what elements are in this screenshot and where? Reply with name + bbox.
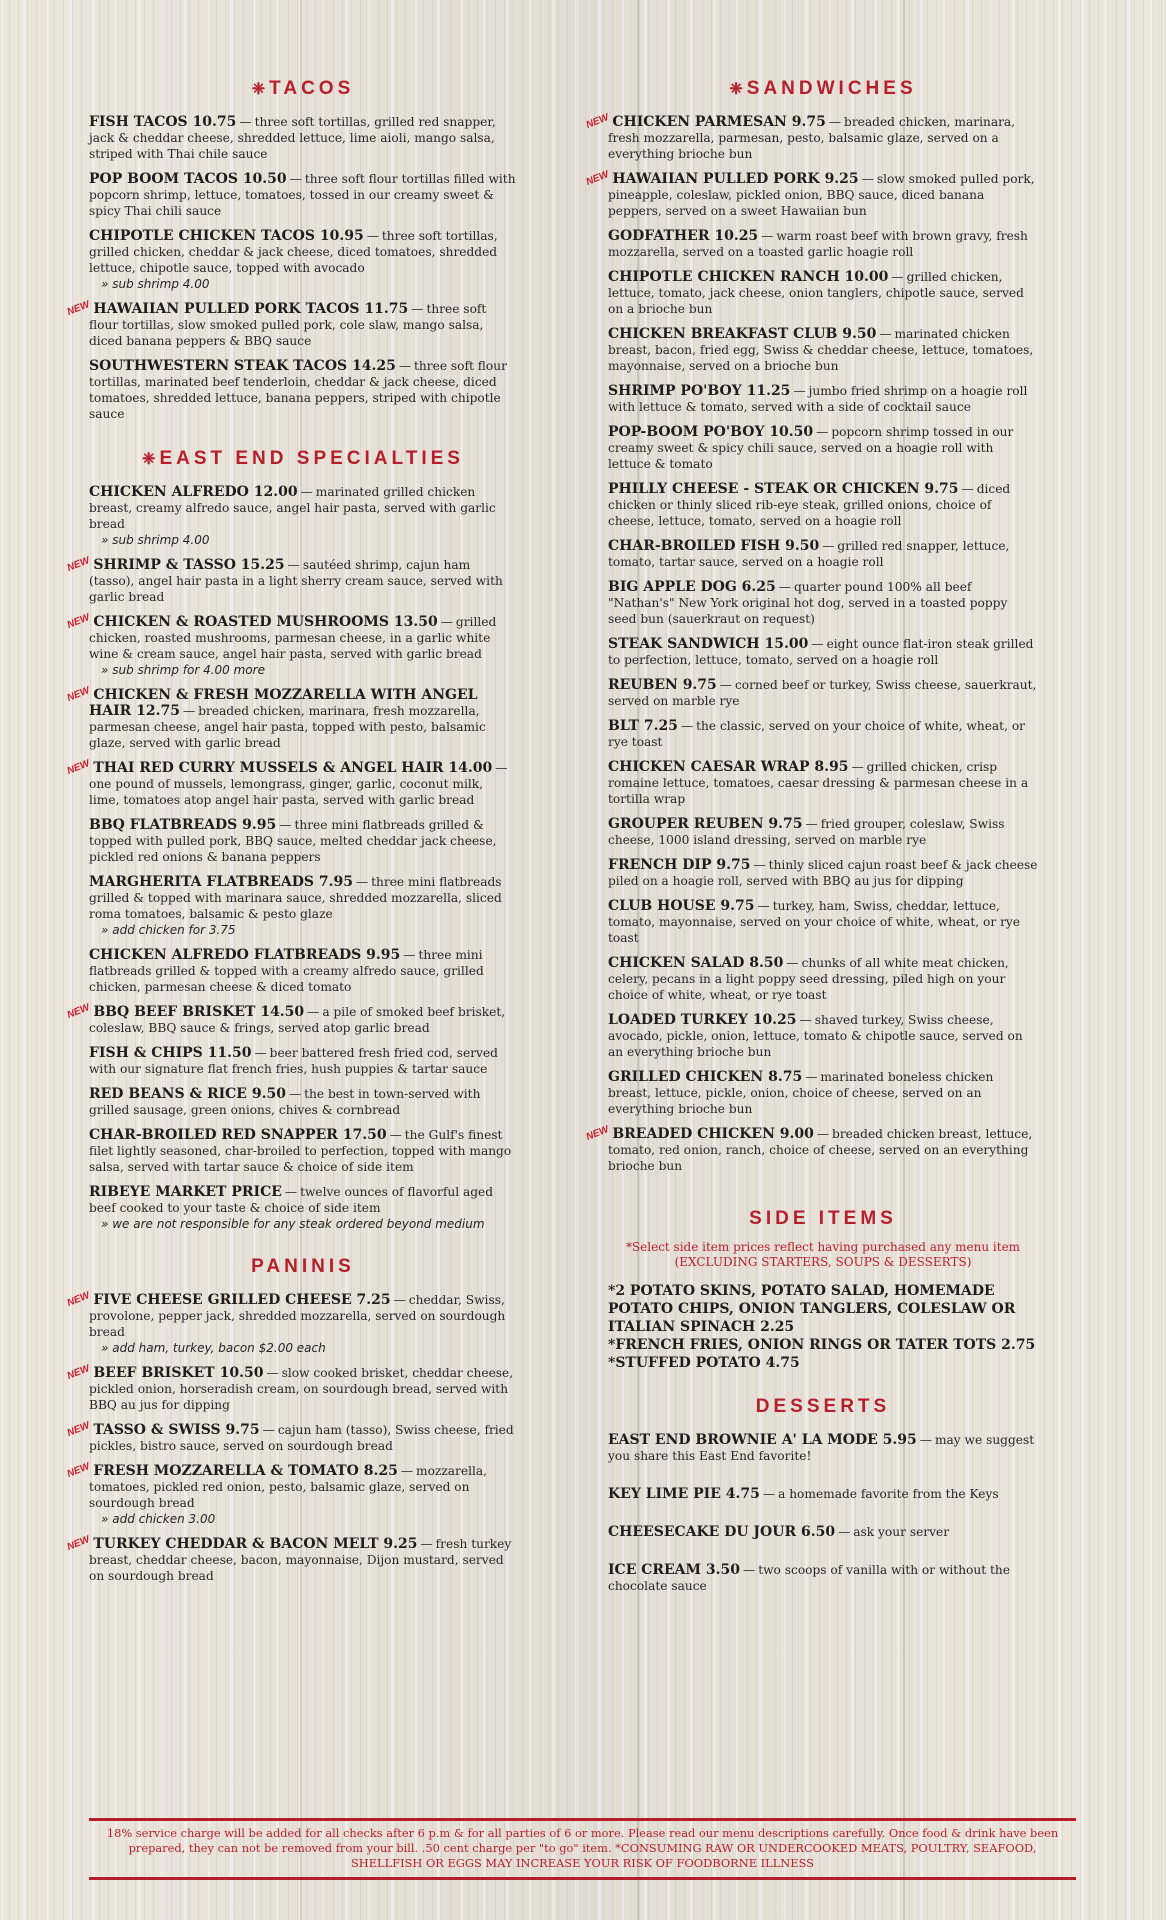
menu-item-description: grilled chicken, crisp romaine lettuce, tomatoes, caesar dressing & parmesan cheese in a tortilla wrap <box>608 760 1029 806</box>
desserts-section <box>608 1396 1038 1594</box>
menu-item-description: fried grouper, coleslaw, Swiss cheese, 1000 island dressing, served on marble rye <box>608 817 1005 847</box>
menu-item-name: HAWAIIAN PULLED PORK TACOS 11.75 <box>93 301 409 317</box>
section-title-tacos <box>89 78 517 100</box>
specialties-title-text: EAST END SPECIALTIES <box>159 448 464 469</box>
menu-item-description: slow cooked brisket, cheddar cheese, pickled onion, horseradish cream, on sourdough bread, served with BBQ au jus for dipping <box>89 1366 514 1412</box>
footer-text: 18% service charge will be added for all checks after 6 p.m & for all parties of 6 or more. Please read our menu descriptions carefully. Once food & drink have been prepared, they can not be removed from your bill. .50 cent charge per "to go" item. *CONSUMING RAW OR UNDERCOOKED MEATS, POULTRY, SEAFOOD, SHELLFISH OR EGGS MAY INCREASE YOUR RISK OF FOODBORNE ILLNESS <box>106 1826 1059 1870</box>
menu-item <box>608 857 1038 889</box>
dash-separator: — <box>762 1487 776 1501</box>
menu-item-name: KEY LIME PIE 4.75 <box>608 1486 760 1502</box>
menu-item <box>608 816 1038 848</box>
menu-item-description: the Gulf's finest filet lightly seasoned, char-broiled to perfection, topped with mango salsa, served with tartar sauce & choice of side item <box>89 1128 512 1174</box>
tacos-section <box>65 78 517 422</box>
menu-item <box>65 1461 517 1527</box>
menu-item-name: CHICKEN BREAKFAST CLUB 9.50 <box>608 326 877 342</box>
dash-separator: — <box>786 956 799 970</box>
menu-item-name: CLUB HOUSE 9.75 <box>608 898 755 914</box>
menu-item-description: warm roast beef with brown gravy, fresh mozzarella, served on a toasted garlic hoagie roll <box>608 229 1028 259</box>
specialties-section <box>65 448 517 1232</box>
dash-separator: — <box>838 1525 851 1539</box>
dash-separator: — <box>398 359 412 373</box>
menu-item-name: BLT 7.25 <box>608 718 678 734</box>
menu-item-name: LOADED TURKEY 10.25 <box>608 1012 797 1028</box>
menu-item <box>65 1534 517 1584</box>
menu-item-description: marinated boneless chicken breast, lettuce, pickle, onion, choice of cheese, served on an everything brioche bun <box>608 1070 994 1116</box>
menu-item-description: breaded chicken breast, lettuce, tomato, red onion, ranch, choice of cheese, served on an everything brioche bun <box>608 1127 1033 1173</box>
menu-item-note: » add ham, turkey, bacon $2.00 each <box>101 1341 326 1355</box>
menu-item-description: a pile of smoked beef brisket, coleslaw, BBQ sauce & frings, served atop garlic bread <box>89 1005 506 1035</box>
new-badge-icon: NEW <box>584 169 611 189</box>
dash-separator: — <box>793 384 806 398</box>
menu-item-description: grilled red snapper, lettuce, tomato, tartar sauce, served on a hoagie roll <box>608 539 1010 569</box>
section-title-desserts <box>608 1396 1038 1418</box>
menu-item-name: TASSO & SWISS 9.75 <box>93 1422 260 1438</box>
menu-item-description: breaded chicken, marinara, fresh mozzarella, parmesan, pesto, balsamic glaze, served on a everything brioche bun <box>608 115 1016 161</box>
menu-item-description: fresh turkey breast, cheddar cheese, bacon, mayonnaise, Dijon mustard, served on sourdough bread <box>89 1537 512 1583</box>
menu-item <box>89 1127 517 1175</box>
menu-item <box>608 326 1038 374</box>
menu-item <box>65 685 517 751</box>
menu-item-name: FRENCH DIP 9.75 <box>608 857 751 873</box>
menu-item <box>608 538 1038 570</box>
paninis-list <box>65 1290 517 1584</box>
menu-item <box>89 114 517 162</box>
menu-item <box>608 1524 1038 1540</box>
star-icon: ❈ <box>251 81 266 98</box>
menu-item-description: sautéed shrimp, cajun ham (tasso), angel hair pasta in a light sherry cream sauce, served with garlic bread <box>89 558 503 604</box>
section-title-specialties <box>89 448 517 470</box>
dash-separator: — <box>805 817 818 831</box>
menu-item <box>584 112 1038 162</box>
menu-item <box>608 481 1038 529</box>
menu-item-name: RED BEANS & RICE 9.50 <box>89 1086 286 1102</box>
specialties-list <box>65 484 517 1232</box>
new-badge-icon: NEW <box>65 1363 92 1383</box>
menu-item-description: thinly sliced cajun roast beef & jack cheese piled on a hoagie roll, served with BBQ au jus for dipping <box>608 858 1038 888</box>
menu-item <box>89 1045 517 1077</box>
menu-item-description: cheddar, Swiss, provolone, pepper jack, shredded mozzarella, served on sourdough bread <box>89 1293 506 1339</box>
menu-item-description: may we suggest you share this East End favorite! <box>608 1433 1035 1463</box>
new-badge-icon: NEW <box>65 685 92 705</box>
menu-item-description: beer battered fresh fried cod, served with our signature flat french fries, hush puppies & tartar sauce <box>89 1046 498 1076</box>
menu-item-name: MARGHERITA FLATBREADS 7.95 <box>89 874 353 890</box>
menu-item <box>608 759 1038 807</box>
menu-item-description: three soft tortillas, grilled chicken, cheddar & jack cheese, diced tomatoes, shredded lettuce, chipotle sauce, topped with avocado <box>89 229 498 275</box>
menu-item-description: cajun ham (tasso), Swiss cheese, fried pickles, bistro sauce, served on sourdough bread <box>89 1423 514 1453</box>
menu-item-description: the classic, served on your choice of white, wheat, or rye toast <box>608 719 1025 749</box>
menu-item-name: CHIPOTLE CHICKEN RANCH 10.00 <box>608 269 889 285</box>
menu-item-description: grilled chicken, lettuce, tomato, jack cheese, onion tanglers, chipotle sauce, served on a brioche bun <box>608 270 1024 316</box>
menu-item <box>89 1184 517 1232</box>
tacos-list <box>65 114 517 422</box>
paninis-section <box>65 1256 517 1584</box>
dash-separator: — <box>761 229 774 243</box>
menu-item-description: turkey, ham, Swiss, cheddar, lettuce, tomato, mayonnaise, served on your choice of white, wheat, or rye toast <box>608 899 1021 945</box>
dash-separator: — <box>403 948 416 962</box>
menu-item <box>608 1069 1038 1117</box>
menu-item-description: a homemade favorite from the Keys <box>778 1487 999 1501</box>
menu-item-name: SOUTHWESTERN STEAK TACOS 14.25 <box>89 358 396 374</box>
menu-item-name: BBQ FLATBREADS 9.95 <box>89 817 277 833</box>
menu-item-name: CHAR-BROILED RED SNAPPER 17.50 <box>89 1127 387 1143</box>
sandwiches-title-text: SANDWICHES <box>746 78 917 99</box>
menu-item-description: diced chicken or thinly sliced rib-eye steak, grilled onions, choice of cheese, lettuce, tomato, served on a hoagie roll <box>608 482 1011 528</box>
menu-item <box>65 1420 517 1454</box>
menu-item <box>608 269 1038 317</box>
menu-item <box>89 171 517 219</box>
menu-item-name: STEAK SANDWICH 15.00 <box>608 636 809 652</box>
menu-item-name: CHICKEN ALFREDO FLATBREADS 9.95 <box>89 947 401 963</box>
menu-item <box>65 758 517 808</box>
new-badge-icon: NEW <box>65 758 92 778</box>
desserts-title-text: DESSERTS <box>755 1396 891 1417</box>
section-title-sides <box>608 1208 1038 1230</box>
menu-item-name: CHAR-BROILED FISH 9.50 <box>608 538 820 554</box>
sides-note-line2: (EXCLUDING STARTERS, SOUPS & DESSERTS) <box>674 1255 972 1269</box>
menu-item-name: CHICKEN & FRESH MOZZARELLA WITH ANGEL HAIR 12.75 <box>89 687 478 719</box>
menu-item-name: ICE CREAM 3.50 <box>608 1562 741 1578</box>
menu-item <box>584 1124 1038 1174</box>
menu-item <box>608 955 1038 1003</box>
menu-item-name: REUBEN 9.75 <box>608 677 717 693</box>
menu-item-description: three soft flour tortillas, marinated beef tenderloin, cheddar & jack cheese, diced tomatoes, shredded lettuce, banana peppers, striped with chipotle sauce <box>89 359 507 421</box>
sides-note <box>608 1240 1038 1270</box>
menu-item-name: CHICKEN & ROASTED MUSHROOMS 13.50 <box>93 614 438 630</box>
side-line-2: *FRENCH FRIES, ONION RINGS OR TATER TOTS 2.75 <box>608 1337 1036 1353</box>
menu-item-name: CHIPOTLE CHICKEN TACOS 10.95 <box>89 228 364 244</box>
menu-item-description: three mini flatbreads grilled & topped with a creamy alfredo sauce, grilled chicken, parmesan cheese & diced tomato <box>89 948 484 994</box>
sides-section <box>608 1208 1038 1372</box>
menu-item <box>89 228 517 292</box>
menu-item <box>608 228 1038 260</box>
menu-item-name: CHICKEN ALFREDO 12.00 <box>89 484 298 500</box>
left-column <box>65 78 517 1593</box>
dash-separator: — <box>300 485 313 499</box>
menu-item <box>65 1290 517 1356</box>
dash-separator: — <box>816 425 829 439</box>
new-badge-icon: NEW <box>65 1002 92 1022</box>
dash-separator: — <box>822 539 835 553</box>
menu-item <box>608 424 1038 472</box>
menu-item <box>608 1486 1038 1502</box>
section-title-paninis <box>89 1256 517 1278</box>
dash-separator: — <box>778 580 791 594</box>
menu-item-name: TURKEY CHEDDAR & BACON MELT 9.25 <box>93 1536 418 1552</box>
menu-item-name: HAWAIIAN PULLED PORK 9.25 <box>612 171 859 187</box>
menu-item-name: POP-BOOM PO'BOY 10.50 <box>608 424 814 440</box>
menu-item-description: breaded chicken, marinara, fresh mozzarella, parmesan cheese, angel hair pasta, topped with pesto, balsamic glaze, served with garlic bread <box>89 704 486 750</box>
menu-item-name: SHRIMP PO'BOY 11.25 <box>608 383 791 399</box>
menu-item-description: three soft flour tortillas filled with popcorn shrimp, lettuce, tomatoes, tossed in our creamy sweet & spicy Thai chili sauce <box>89 172 516 218</box>
menu-item-description: twelve ounces of flavorful aged beef cooked to your taste & choice of side item <box>89 1185 494 1215</box>
dash-separator: — <box>389 1128 402 1142</box>
dash-separator: — <box>680 719 694 733</box>
menu-item-note: » add chicken 3.00 <box>101 1512 216 1526</box>
menu-item-name: RIBEYE MARKET PRICE <box>89 1184 282 1200</box>
menu-item <box>89 358 517 422</box>
dash-separator: — <box>816 1127 830 1141</box>
menu-item-description: quarter pound 100% all beef "Nathan's" New York original hot dog, served in a toasted poppy seed bun (sauerkraut on request) <box>608 580 1008 626</box>
dash-separator: — <box>811 637 824 651</box>
dash-separator: — <box>266 1366 279 1380</box>
menu-item <box>608 383 1038 415</box>
menu-item-description: two scoops of vanilla with or without the chocolate sauce <box>608 1563 1010 1593</box>
footer-disclaimer <box>89 1818 1076 1880</box>
menu-item-description: three soft flour tortillas, slow smoked pulled pork, cole slaw, mango salsa, diced banana peppers & BBQ sauce <box>89 302 487 348</box>
dash-separator: — <box>254 1046 267 1060</box>
new-badge-icon: NEW <box>65 1534 92 1554</box>
menu-item-name: BBQ BEEF BRISKET 14.50 <box>93 1004 305 1020</box>
new-badge-icon: NEW <box>584 112 611 132</box>
menu-item-name: FISH TACOS 10.75 <box>89 114 237 130</box>
dash-separator: — <box>279 818 292 832</box>
dash-separator: — <box>961 482 974 496</box>
sides-title-text: SIDE ITEMS <box>749 1208 897 1229</box>
right-column <box>584 78 1038 1616</box>
menu-item-description: marinated chicken breast, bacon, fried egg, Swiss & cheddar cheese, lettuce, tomatoes, mayonnaise, served on a brioche bun <box>608 327 1034 373</box>
dash-separator: — <box>851 760 864 774</box>
menu-item-name: CHICKEN PARMESAN 9.75 <box>612 114 826 130</box>
menu-item-description: ask your server <box>853 1525 950 1539</box>
dash-separator: — <box>289 172 302 186</box>
dash-separator: — <box>757 899 770 913</box>
menu-item-name: GODFATHER 10.25 <box>608 228 759 244</box>
menu-item-note: » add chicken for 3.75 <box>101 923 236 937</box>
menu-item-name: GROUPER REUBEN 9.75 <box>608 816 803 832</box>
menu-item-description: three mini flatbreads grilled & topped with pulled pork, BBQ sauce, melted cheddar jack cheese, pickled red onions & banana peppers <box>89 818 497 864</box>
menu-item-name: GRILLED CHICKEN 8.75 <box>608 1069 803 1085</box>
menu-item <box>89 947 517 995</box>
dash-separator: — <box>495 761 508 775</box>
menu-item-name: CHICKEN SALAD 8.50 <box>608 955 784 971</box>
menu-item-description: slow smoked pulled pork, pineapple, coleslaw, pickled onion, BBQ sauce, diced banana peppers, served on a sweet Hawaiian bun <box>608 172 1035 218</box>
menu-item-name: THAI RED CURRY MUSSELS & ANGEL HAIR 14.00 <box>93 760 493 776</box>
dash-separator: — <box>411 302 424 316</box>
dash-separator: — <box>183 704 196 718</box>
menu-item-description: jumbo fried shrimp on a hoagie roll with lettuce & tomato, served with a side of cocktail sauce <box>608 384 1028 414</box>
menu-item <box>584 169 1038 219</box>
new-badge-icon: NEW <box>65 299 92 319</box>
dash-separator: — <box>420 1537 433 1551</box>
menu-item-name: FISH & CHIPS 11.50 <box>89 1045 252 1061</box>
menu-item-description: three soft tortillas, grilled red snapper, jack & cheddar cheese, shredded lettuce, lime aioli, mango salsa, striped with Thai chile sauce <box>89 115 496 161</box>
dash-separator: — <box>307 1005 320 1019</box>
menu-item <box>65 555 517 605</box>
dash-separator: — <box>743 1563 756 1577</box>
menu-item-note: » sub shrimp 4.00 <box>101 277 210 291</box>
dash-separator: — <box>262 1423 275 1437</box>
menu-item <box>89 817 517 865</box>
menu-item-name: BIG APPLE DOG 6.25 <box>608 579 776 595</box>
menu-item-name: CHEESECAKE DU JOUR 6.50 <box>608 1524 836 1540</box>
menu-item-description: marinated grilled chicken breast, creamy alfredo sauce, angel hair pasta, served with garlic bread <box>89 485 496 531</box>
dash-separator: — <box>400 1464 414 1478</box>
menu-item <box>608 718 1038 750</box>
menu-item <box>608 677 1038 709</box>
tacos-title-text: TACOS <box>269 78 355 99</box>
dash-separator: — <box>879 327 892 341</box>
star-icon: ❈ <box>729 81 743 98</box>
dash-separator: — <box>891 270 904 284</box>
menu-item-name: PHILLY CHEESE - STEAK OR CHICKEN 9.75 <box>608 481 959 497</box>
menu-item <box>65 1002 517 1036</box>
menu-item-name: BREADED CHICKEN 9.00 <box>612 1126 814 1142</box>
menu-item-description: popcorn shrimp tossed in our creamy sweet & spicy chili sauce, served on a hoagie roll with lettuce & tomato <box>608 425 1014 471</box>
menu-item <box>608 636 1038 668</box>
dash-separator: — <box>287 558 300 572</box>
menu-item <box>608 1562 1038 1594</box>
menu-item-note: » sub shrimp 4.00 <box>101 533 210 547</box>
dash-separator: — <box>861 172 874 186</box>
desserts-list <box>608 1432 1038 1594</box>
dash-separator: — <box>919 1433 932 1447</box>
dash-separator: — <box>719 678 732 692</box>
menu-item <box>608 1012 1038 1060</box>
dash-separator: — <box>828 115 842 129</box>
menu-item-note: » sub shrimp for 4.00 more <box>101 663 265 677</box>
menu-item <box>89 874 517 938</box>
menu-item-note: » we are not responsible for any steak ordered beyond medium <box>101 1217 485 1231</box>
menu-item <box>65 1363 517 1413</box>
dash-separator: — <box>393 1293 406 1307</box>
sandwiches-list <box>584 112 1038 1174</box>
menu-item-name: EAST END BROWNIE A' LA MODE 5.95 <box>608 1432 917 1448</box>
new-badge-icon: NEW <box>65 1420 92 1440</box>
dash-separator: — <box>239 115 252 129</box>
dash-separator: — <box>440 615 453 629</box>
menu-item <box>89 1086 517 1118</box>
new-badge-icon: NEW <box>65 1461 92 1481</box>
dash-separator: — <box>799 1013 812 1027</box>
menu-item-name: POP BOOM TACOS 10.50 <box>89 171 287 187</box>
new-badge-icon: NEW <box>65 1290 92 1310</box>
section-title-sandwiches <box>608 78 1038 100</box>
dash-separator: — <box>753 858 766 872</box>
menu-item <box>608 1432 1038 1464</box>
paninis-title-text: PANINIS <box>251 1256 355 1277</box>
menu-item-description: mozzarella, tomatoes, pickled red onion, pesto, balsamic glaze, served on sourdough bread <box>89 1464 488 1510</box>
menu-item <box>65 612 517 678</box>
side-line-3: *STUFFED POTATO 4.75 <box>608 1355 800 1371</box>
menu-item-description: corned beef or turkey, Swiss cheese, sauerkraut, served on marble rye <box>608 678 1037 708</box>
menu-item-name: FRESH MOZZARELLA & TOMATO 8.25 <box>93 1463 398 1479</box>
new-badge-icon: NEW <box>65 555 92 575</box>
sides-note-line1: *Select side item prices reflect having purchased any menu item <box>625 1240 1021 1254</box>
menu-item <box>65 299 517 349</box>
menu-item-description: eight ounce flat-iron steak grilled to perfection, lettuce, tomato, served on a hoagie roll <box>608 637 1034 667</box>
menu-item-description: three mini flatbreads grilled & topped with marinara sauce, shredded mozzarella, sliced roma tomatoes, balsamic & pesto glaze <box>89 875 502 921</box>
dash-separator: — <box>284 1185 298 1199</box>
menu-item-name: CHICKEN CAESAR WRAP 8.95 <box>608 759 849 775</box>
sandwiches-section <box>584 78 1038 1174</box>
menu-item-description: the best in town-served with grilled sausage, green onions, chives & cornbread <box>89 1087 481 1117</box>
new-badge-icon: NEW <box>65 612 92 632</box>
dash-separator: — <box>366 229 379 243</box>
side-line-1: *2 POTATO SKINS, POTATO SALAD, HOMEMADE POTATO CHIPS, ONION TANGLERS, COLESLAW OR ITALIAN SPINACH 2.25 <box>608 1283 1016 1335</box>
menu-item-name: BEEF BRISKET 10.50 <box>93 1365 264 1381</box>
menu-item-description: grilled chicken, roasted mushrooms, parmesan cheese, in a garlic white wine & cream sauce, angel hair pasta, served with garlic bread <box>89 615 497 661</box>
menu-item-name: FIVE CHEESE GRILLED CHEESE 7.25 <box>93 1292 391 1308</box>
menu-item <box>608 898 1038 946</box>
menu-item-name: SHRIMP & TASSO 15.25 <box>93 557 285 573</box>
dash-separator: — <box>288 1087 302 1101</box>
menu-item-description: chunks of all white meat chicken, celery, pecans in a light poppy seed dressing, piled high on your choice of white, wheat, or rye toast <box>608 956 1009 1002</box>
menu-item-description: one pound of mussels, lemongrass, ginger, garlic, coconut milk, lime, tomatoes atop angel hair pasta, served with garlic bread <box>89 777 484 807</box>
star-icon: ❈ <box>142 451 156 468</box>
dash-separator: — <box>355 875 369 889</box>
menu-item-description: shaved turkey, Swiss cheese, avocado, pickle, onion, lettuce, tomato & chipotle sauce, served on an everything brioche bun <box>608 1013 1023 1059</box>
menu-item <box>608 579 1038 627</box>
new-badge-icon: NEW <box>584 1124 611 1144</box>
dash-separator: — <box>805 1070 818 1084</box>
menu-item <box>89 484 517 548</box>
